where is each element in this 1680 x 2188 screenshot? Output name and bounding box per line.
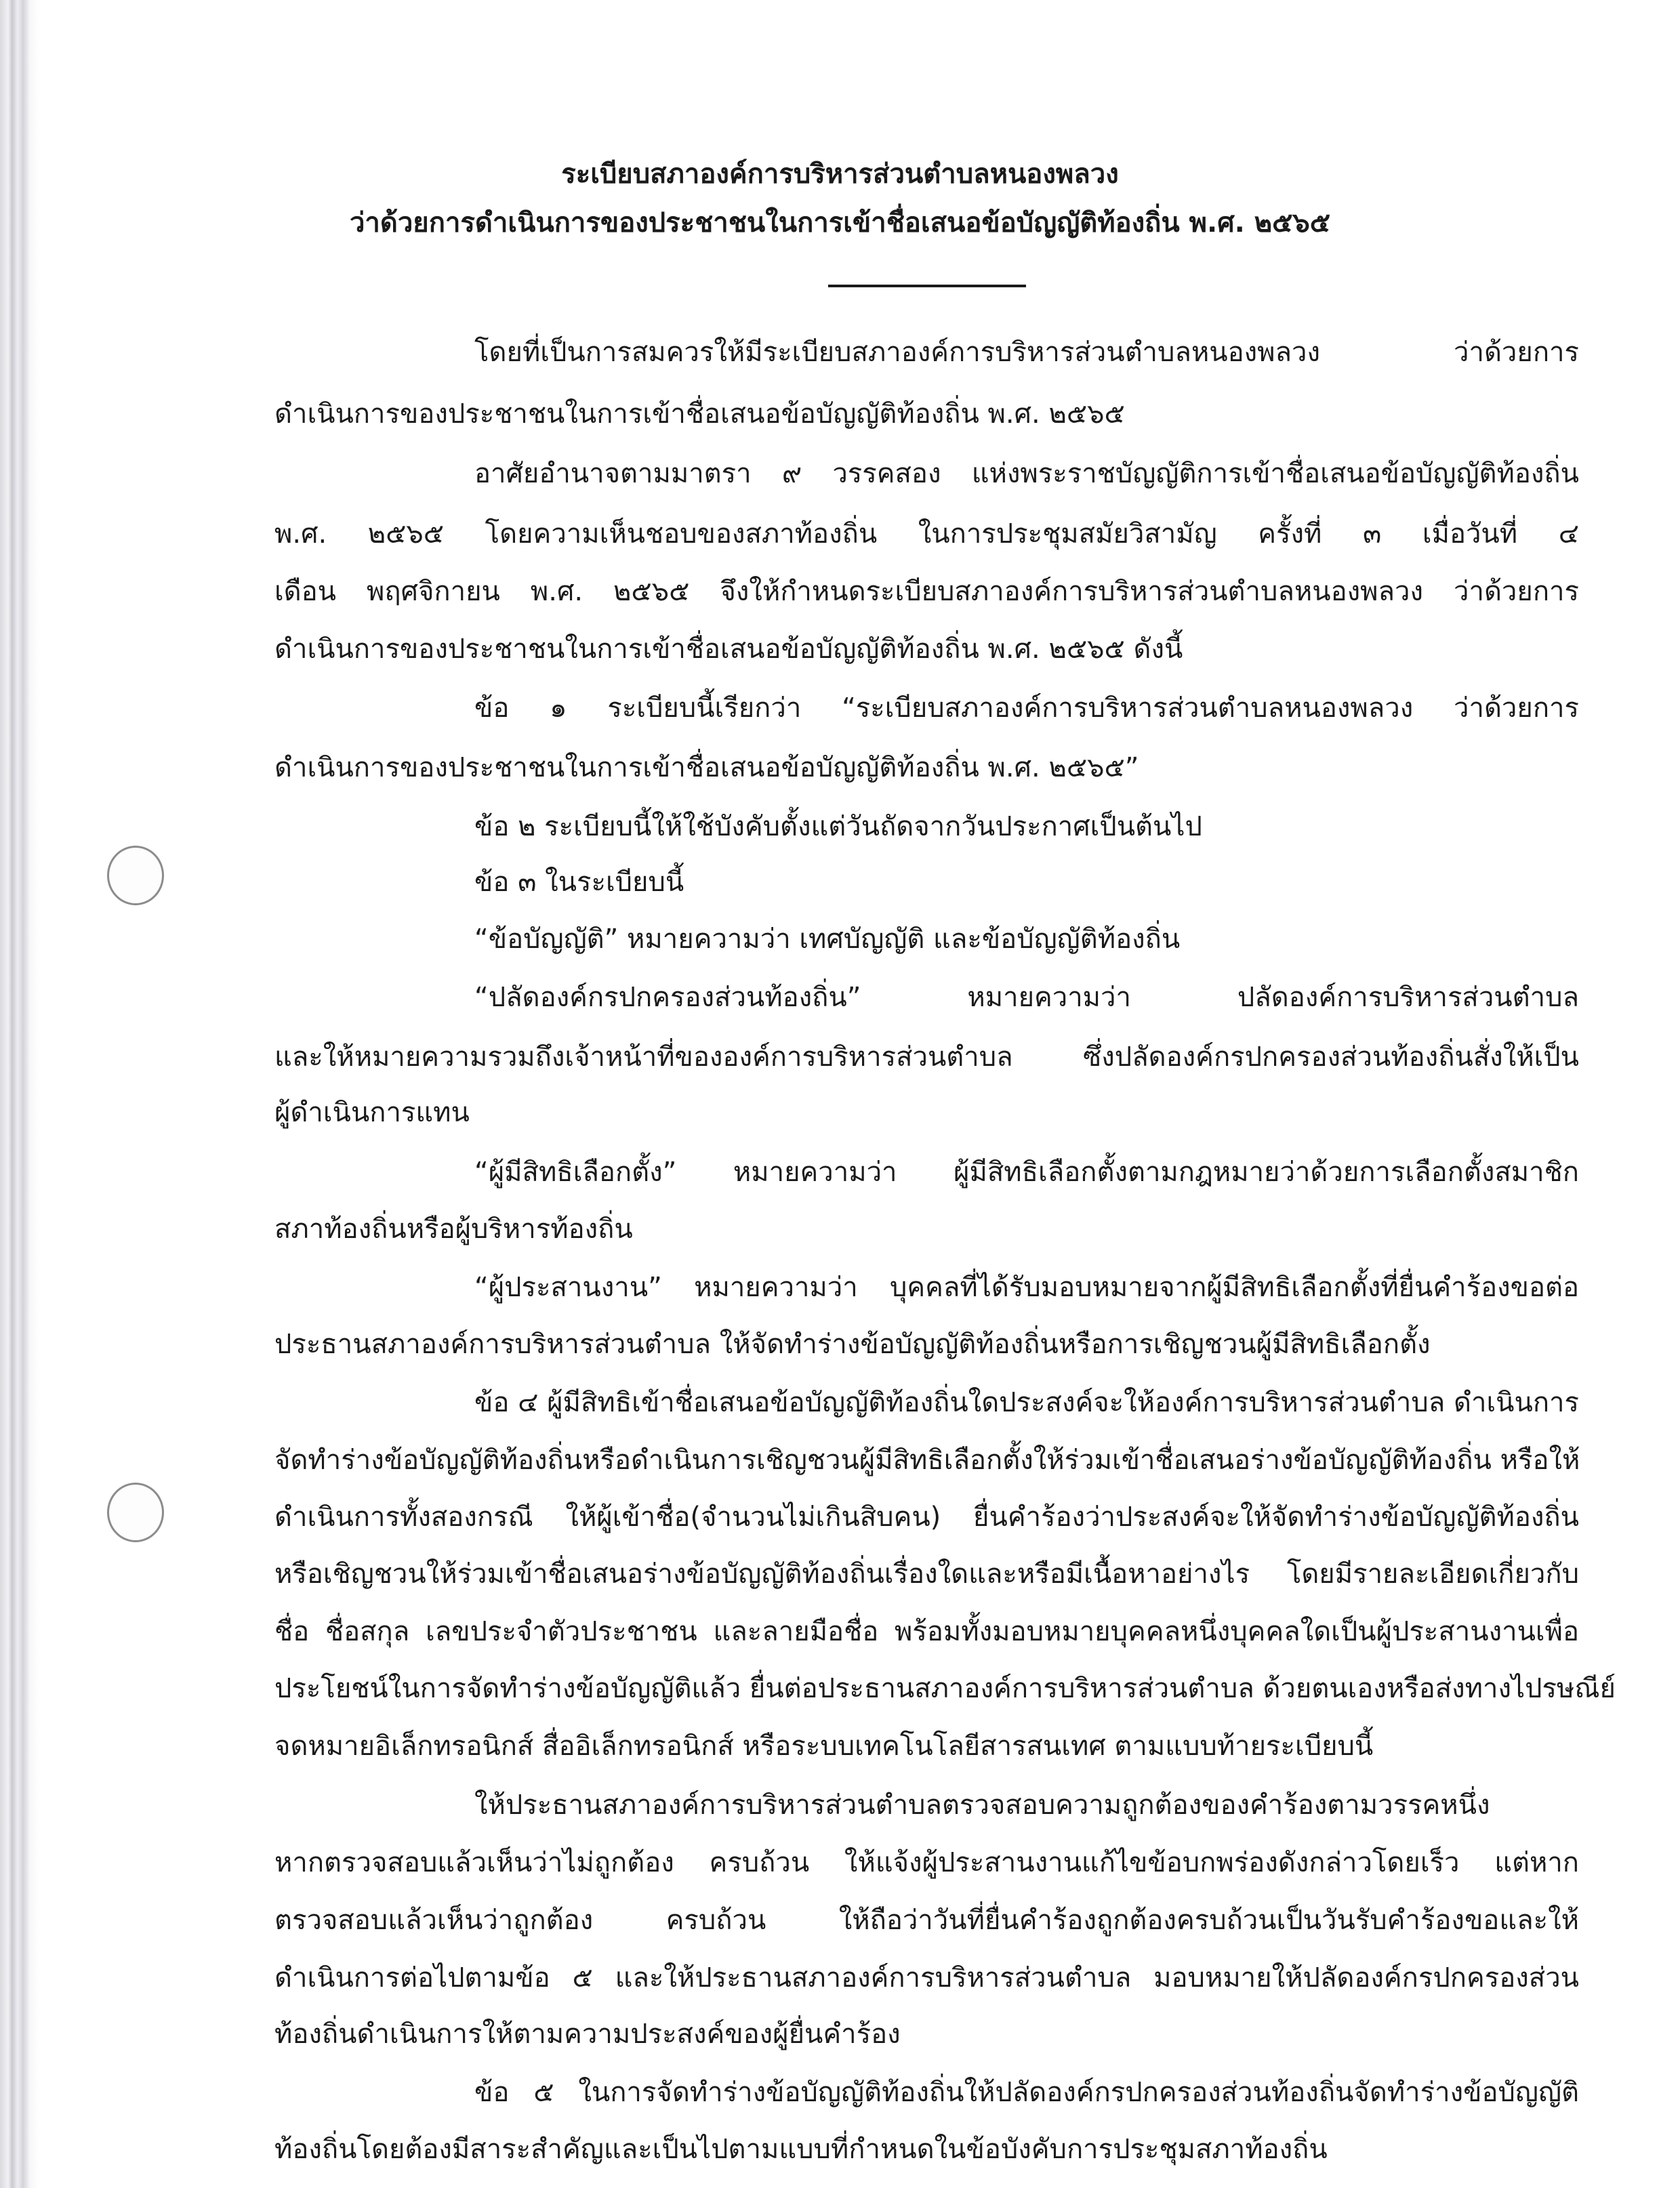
text-line: ตรวจสอบแล้วเห็นว่าถูกต้อง ครบถ้วน ให้ถือว่าวันที่ยื่นคำร้องถูกต้องครบถ้วนเป็นวันรับคำร้องขอและให้ — [274, 1905, 1579, 1936]
text-line: ประโยชน์ในการจัดทำร่างข้อบัญญัติแล้ว ยื่นต่อประธานสภาองค์การบริหารส่วนตำบล ด้วยตนเองหรือส่งทางไปรษณีย์ — [274, 1673, 1616, 1704]
text-line: จดหมายอิเล็กทรอนิกส์ สื่ออิเล็กทรอนิกส์ หรือระบบเทคโนโลยีสารสนเทศ ตามแบบท้ายระเบียบนี้ — [274, 1731, 1374, 1762]
text-line: ข้อ ๔ ผู้มีสิทธิเข้าชื่อเสนอข้อบัญญัติท้องถิ่นใดประสงค์จะให้องค์การบริหารส่วนตำบล ดำเนินการ — [474, 1387, 1579, 1418]
text-line: “ข้อบัญญัติ” หมายความว่า เทศบัญญัติ และข้อบัญญัติท้องถิ่น — [474, 924, 1181, 955]
text-line: “ผู้ประสานงาน” หมายความว่า บุคคลที่ได้รับมอบหมายจากผู้มีสิทธิเลือกตั้งที่ยื่นคำร้องขอต่อ — [474, 1272, 1579, 1303]
text-line: ดำเนินการของประชาชนในการเข้าชื่อเสนอข้อบัญญัติท้องถิ่น พ.ศ. ๒๕๖๕ ดังนี้ — [274, 634, 1183, 665]
text-line: ท้องถิ่นโดยต้องมีสาระสำคัญและเป็นไปตามแบบที่กำหนดในข้อบังคับการประชุมสภาท้องถิ่น — [274, 2134, 1328, 2165]
text-line: พ.ศ. ๒๕๖๕ โดยความเห็นชอบของสภาท้องถิ่น ในการประชุมสมัยวิสามัญ ครั้งที่ ๓ เมื่อวันที่ ๔ — [274, 518, 1579, 550]
text-line: ข้อ ๒ ระเบียบนี้ให้ใช้บังคับตั้งแต่วันถัดจากวันประกาศเป็นต้นไป — [474, 811, 1202, 842]
punch-hole — [107, 846, 164, 905]
text-line: อาศัยอำนาจตามมาตรา ๙ วรรคสอง แห่งพระราชบัญญัติการเข้าชื่อเสนอข้อบัญญัติท้องถิ่น — [474, 458, 1579, 489]
text-line: ดำเนินการของประชาชนในการเข้าชื่อเสนอข้อบัญญัติท้องถิ่น พ.ศ. ๒๕๖๕” — [274, 752, 1139, 783]
text-line: ดำเนินการทั้งสองกรณี ให้ผู้เข้าชื่อ(จำนวนไม่เกินสิบคน) ยื่นคำร้องว่าประสงค์จะให้จัดทำร่างข้อบัญญัติท้องถิ่น — [274, 1502, 1579, 1533]
text-line: ดำเนินการต่อไปตามข้อ ๕ และให้ประธานสภาองค์การบริหารส่วนตำบล มอบหมายให้ปลัดองค์กรปกครองส่วน — [274, 1962, 1579, 1994]
text-line: หากตรวจสอบแล้วเห็นว่าไม่ถูกต้อง ครบถ้วน ให้แจ้งผู้ประสานงานแก้ไขข้อบกพร่องดังกล่าวโดยเร็ว แต่หาก — [274, 1847, 1579, 1878]
text-line: ท้องถิ่นดำเนินการให้ตามความประสงค์ของผู้ยื่นคำร้อง — [274, 2019, 901, 2050]
text-line: “ปลัดองค์กรปกครองส่วนท้องถิ่น” หมายความว่า ปลัดองค์การบริหารส่วนตำบล — [474, 982, 1579, 1013]
text-line: สภาท้องถิ่นหรือผู้บริหารท้องถิ่น — [274, 1214, 633, 1245]
text-line: ให้ประธานสภาองค์การบริหารส่วนตำบลตรวจสอบความถูกต้องของคำร้องตามวรรคหนึ่ง — [474, 1790, 1490, 1821]
text-line: ข้อ ๓ ในระเบียบนี้ — [474, 867, 684, 898]
text-line: เดือน พฤศจิกายน พ.ศ. ๒๕๖๕ จึงให้กำหนดระเบียบสภาองค์การบริหารส่วนตำบลหนองพลวง ว่าด้วยการ — [274, 576, 1579, 607]
punch-hole — [107, 1483, 164, 1542]
text-line: ผู้ดำเนินการแทน — [274, 1097, 470, 1128]
document-title: ระเบียบสภาองค์การบริหารส่วนตำบลหนองพลวง — [561, 159, 1119, 190]
text-line: “ผู้มีสิทธิเลือกตั้ง” หมายความว่า ผู้มีสิทธิเลือกตั้งตามกฎหมายว่าด้วยการเลือกตั้งสมาชิก — [474, 1157, 1579, 1188]
text-line: ดำเนินการของประชาชนในการเข้าชื่อเสนอข้อบัญญัติท้องถิ่น พ.ศ. ๒๕๖๕ — [274, 398, 1125, 430]
text-line: หรือเชิญชวนให้ร่วมเข้าชื่อเสนอร่างข้อบัญญัติท้องถิ่นเรื่องใดและหรือมีเนื้อหาอย่างไร โดยมีรายละเอียดเกี่ยวกับ — [274, 1559, 1579, 1590]
text-line: โดยที่เป็นการสมควรให้มีระเบียบสภาองค์การบริหารส่วนตำบลหนองพลวง ว่าด้วยการ — [474, 337, 1579, 368]
text-line: และให้หมายความรวมถึงเจ้าหน้าที่ขององค์การบริหารส่วนตำบล ซึ่งปลัดองค์กรปกครองส่วนท้องถิ่นสั่งให้เป็น — [274, 1041, 1579, 1073]
title-underline — [828, 285, 1026, 287]
document-subtitle: ว่าด้วยการดำเนินการของประชาชนในการเข้าชื่อเสนอข้อบัญญัติท้องถิ่น พ.ศ. ๒๕๖๕ — [349, 207, 1331, 239]
text-line: จัดทำร่างข้อบัญญัติท้องถิ่นหรือดำเนินการเชิญชวนผู้มีสิทธิเลือกตั้งให้ร่วมเข้าชื่อเสนอร่างข้อบัญญัติท้องถิ่น หรือให้ — [274, 1445, 1580, 1476]
text-line: ประธานสภาองค์การบริหารส่วนตำบล ให้จัดทำร่างข้อบัญญัติท้องถิ่นหรือการเชิญชวนผู้มีสิทธิเลือกตั้ง — [274, 1329, 1431, 1360]
text-line: ชื่อ ชื่อสกุล เลขประจำตัวประชาชน และลายมือชื่อ พร้อมทั้งมอบหมายบุคคลหนึ่งบุคคลใดเป็นผู้ประสานงานเพื่อ — [274, 1616, 1579, 1647]
text-line: ข้อ ๑ ระเบียบนี้เรียกว่า “ระเบียบสภาองค์การบริหารส่วนตำบลหนองพลวง ว่าด้วยการ — [474, 693, 1579, 724]
text-line: ข้อ ๕ ในการจัดทำร่างข้อบัญญัติท้องถิ่นให้ปลัดองค์กรปกครองส่วนท้องถิ่นจัดทำร่างข้อบัญญัติ — [474, 2077, 1579, 2108]
paper-binding-edge — [0, 0, 39, 2188]
